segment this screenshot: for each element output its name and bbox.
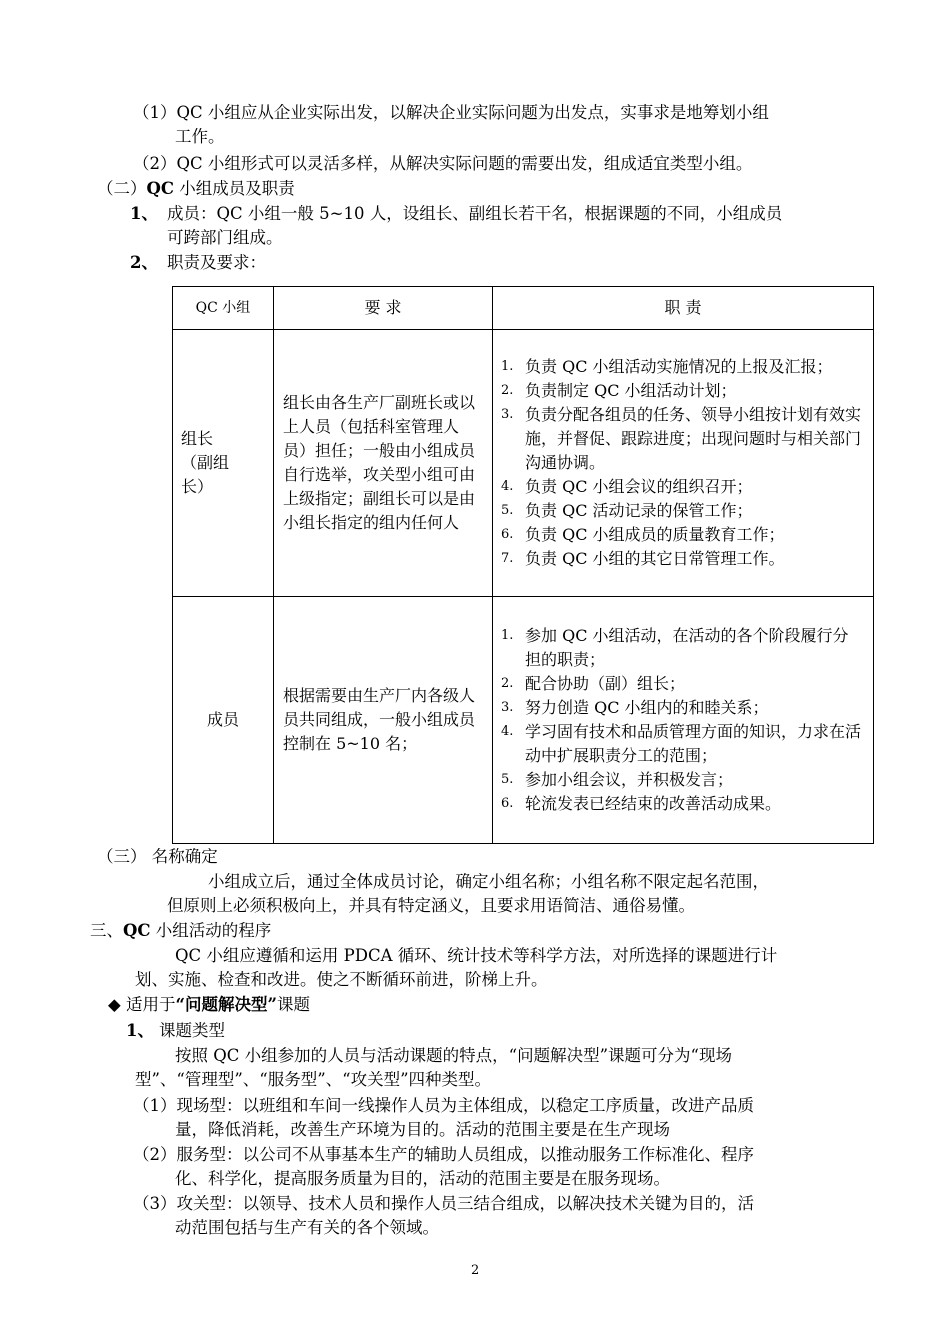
naming-text-cont: 但原则上必须积极向上，并具有特定涵义，且要求用语简洁、通俗易懂。 — [167, 896, 695, 915]
table-row — [173, 597, 874, 844]
members-text: 成员：QC 小组一般 5~10 人，设组长、副组长若干名，根据课题的不同，小组成员 — [167, 204, 783, 223]
list-item: 4. 学习固有技术和品质管理方面的知识，力求在活动中扩展职责分工的范围； — [501, 722, 862, 765]
table-header-cell: 职 责 — [493, 287, 874, 330]
duty-table — [172, 286, 874, 844]
list-item: 3. 负责分配各组员的任务、领导小组按计划有效实施，并督促、跟踪进度；出现问题时与相关部门沟通协调。 — [501, 405, 862, 472]
list-number: 2、 — [130, 253, 158, 272]
list-number: 1、 — [130, 204, 158, 223]
type-item-1-cont: 量，降低消耗，改善生产环境为目的。活动的范围主要是在生产现场 — [175, 1120, 670, 1139]
list-item: 5. 参加小组会议，并积极发言； — [501, 770, 734, 789]
duties-list — [493, 624, 873, 816]
duties-cell — [493, 330, 874, 597]
topic-text-cont: 型”、“管理型”、“服务型”、“攻关型”四种类型。 — [135, 1070, 492, 1089]
list-item: 2. 负责制定 QC 小组活动计划； — [501, 381, 737, 400]
type-item-2: （2）服务型：以公司不从事基本生产的辅助人员组成，以推动服务工作标准化、程序 — [133, 1145, 754, 1164]
bullet-line: ◆ 适用于“问题解决型”课题 — [108, 995, 310, 1014]
role-cell: 组长（副组长） — [173, 330, 274, 597]
list-item: 1. 参加 QC 小组活动，在活动的各个阶段履行分担的职责； — [501, 626, 849, 669]
list-item: 4. 负责 QC 小组会议的组织召开； — [501, 477, 753, 496]
duties-label: 职责及要求： — [167, 253, 266, 272]
paragraph-item-1-cont: 工作。 — [175, 127, 225, 146]
requirement-cell: 组长由各生产厂副班长或以上人员（包括科室管理人员）担任；一般由小组成员自行选举，攻关型小组可由上级指定；副组长可以是由小组长指定的组内任何人 — [274, 330, 493, 597]
requirement-cell: 根据需要由生产厂内各级人员共同组成，一般小组成员控制在 5~10 名； — [274, 597, 493, 844]
diamond-bullet-icon: ◆ — [108, 995, 121, 1014]
duties-list — [493, 355, 873, 571]
topic-text: 按照 QC 小组参加的人员与活动课题的特点，“问题解决型”课题可分为“现场 — [175, 1046, 732, 1065]
pdca-text-cont: 划、实施、检查和改进。使之不断循环前进，阶梯上升。 — [135, 970, 548, 989]
list-item: 5. 负责 QC 活动记录的保管工作； — [501, 501, 753, 520]
page-number: 2 — [471, 1263, 480, 1278]
type-item-1: （1）现场型：以班组和车间一线操作人员为主体组成，以稳定工序质量，改进产品质 — [133, 1096, 754, 1115]
type-item-3: （3）攻关型：以领导、技术人员和操作人员三结合组成，以解决技术关键为目的，活 — [133, 1194, 754, 1213]
list-number: 1、 — [126, 1021, 154, 1040]
paragraph-item-2: （2）QC 小组形式可以灵活多样，从解决实际问题的需要出发，组成适宜类型小组。 — [133, 154, 753, 173]
role-cell: 成员 — [173, 597, 274, 844]
naming-text: 小组成立后，通过全体成员讨论，确定小组名称；小组名称不限定起名范围， — [208, 872, 769, 891]
duties-cell — [493, 597, 874, 844]
table-header-row — [173, 287, 874, 330]
table-header-cell: QC 小组 — [173, 287, 274, 330]
members-text-cont: 可跨部门组成。 — [167, 228, 283, 247]
list-item: 6. 轮流发表已经结束的改善活动成果。 — [501, 794, 782, 813]
list-item: 6. 负责 QC 小组成员的质量教育工作； — [501, 525, 785, 544]
type-item-3-cont: 动范围包括与生产有关的各个领域。 — [175, 1218, 439, 1237]
table-row — [173, 330, 874, 597]
list-item: 3. 努力创造 QC 小组内的和睦关系； — [501, 698, 769, 717]
list-item: 2. 配合协助（副）组长； — [501, 674, 686, 693]
topic-type-heading: 课题类型 — [159, 1021, 225, 1040]
type-item-2-cont: 化、科学化，提高服务质量为目的，活动的范围主要是在服务现场。 — [175, 1169, 670, 1188]
list-item: 7. 负责 QC 小组的其它日常管理工作。 — [501, 549, 785, 568]
section-heading-procedure: 三、QC 小组活动的程序 — [90, 921, 272, 940]
section-heading-members: （二）QC 小组成员及职责 — [97, 179, 295, 198]
section-heading-naming: （三） 名称确定 — [97, 847, 218, 866]
table-header-cell: 要 求 — [274, 287, 493, 330]
paragraph-item-1: （1）QC 小组应从企业实际出发，以解决企业实际问题为出发点，实事求是地筹划小组 — [133, 103, 769, 122]
list-item: 1. 负责 QC 小组活动实施情况的上报及汇报； — [501, 357, 833, 376]
pdca-text: QC 小组应遵循和运用 PDCA 循环、统计技术等科学方法，对所选择的课题进行计 — [175, 946, 778, 965]
